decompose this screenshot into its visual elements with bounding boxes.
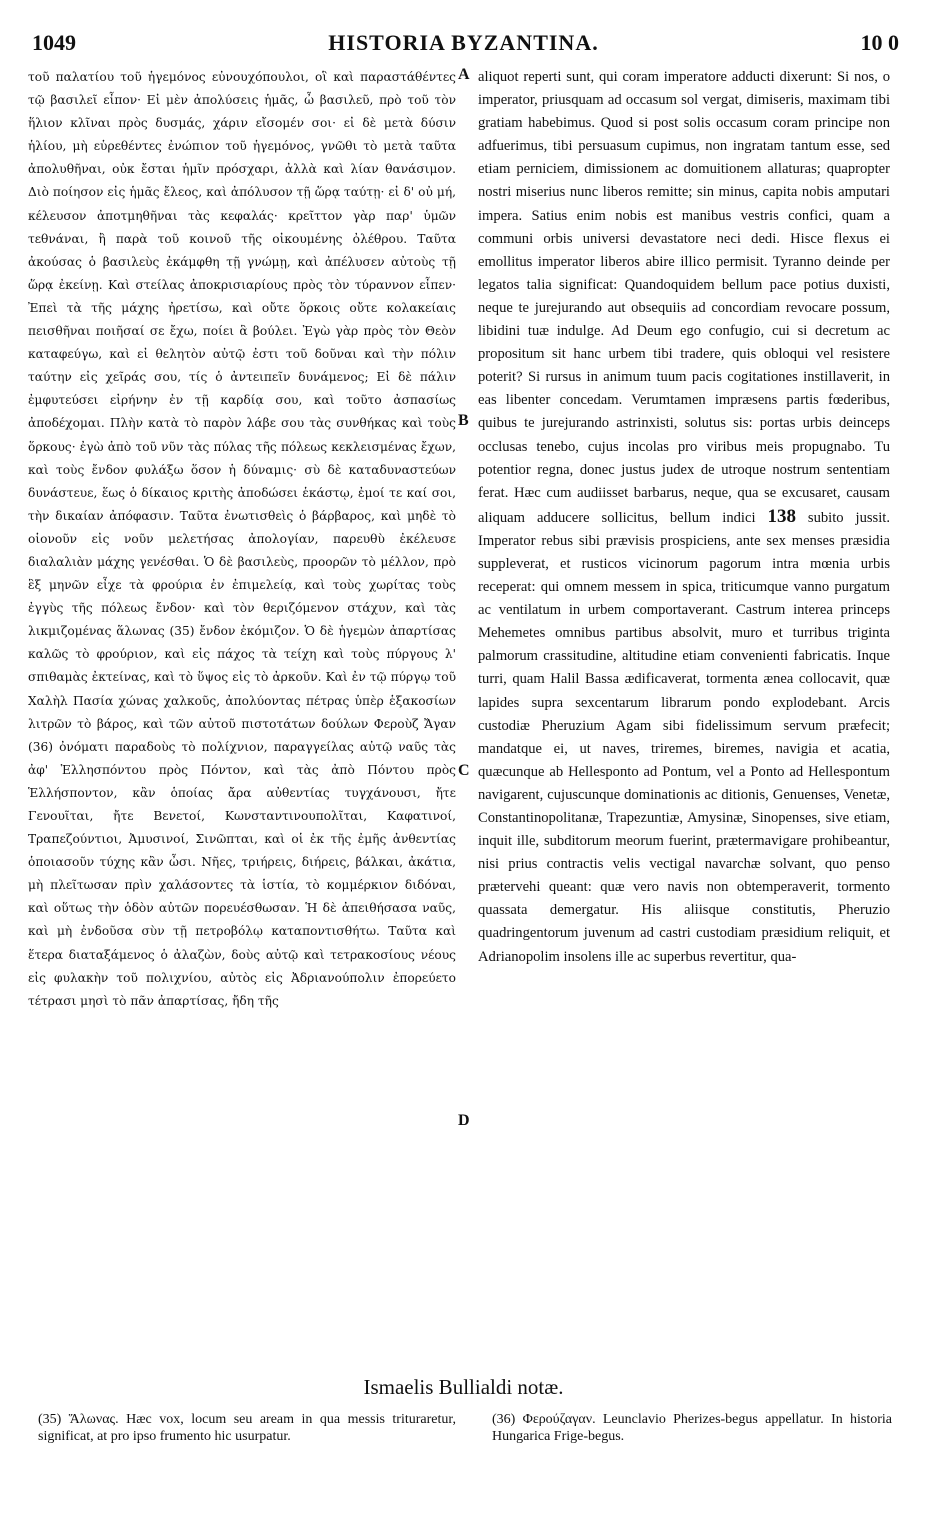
greek-column [28,66,456,1013]
inline-page-number: 138 [767,505,796,527]
latin-text-part-2: subito jussit. Imperator rebus sibi prævisis prospiciens, ante sex menses præsidia suppleverat, et rusticos vicinorum pagorum intra mœnia urbis receperat: qui omnem messem in spica, triticumque vanno purgatum ac ventilatum in urbem comportaverant. Castrum interea princeps Mehemetes omnibus partibus absolvit, muro et turribus triginta palmorum crassitudine, altitudine etiam convenienti fabricatis. Inque turri, quam Halil Bassa ædificaverat, tormenta ænea collocavit, quæ lapides supra sexcentarum librarum pondo explodebant. Arcis custodiæ Pheruzium Agam sibi fidelissimum servum præfecit; mandatque ei, ut naves, triremes, biremes, navigia et acatia, quæcunque ab Hellesponto ad Pontum, vel a Ponto ad Hellespontum navigarent, cujuscunque dominationis ac ditionis, Genuenses, Venetæ, Constantinopolitanæ, Trapezuntiæ, Amysinæ, Sinopenses, sive etiam, inquit ille, subditorum meorum fuerint, prætermavigare prohibeantur, nisi prius contractis velis vectigal navarchæ solvant, quo penso prætervehi queant: quæ vero navis non obtemperaverit, tormento quassata demergatur. His aliisque constitutis, Pheruzio quadringentorum juvenum ad castri custodiam præsidium reliquit, et Adrianopolim insolens ille ac superbus revertitur, qua- [478,509,890,965]
latin-column [478,66,890,969]
running-header [22,30,905,62]
page-number-right: 10 0 [860,30,899,55]
margin-letter-a: A [458,66,470,83]
notes-heading: Ismaelis Bullialdi notæ. [363,1375,564,1399]
margin-letter-c: C [458,762,470,779]
page-number-left: 1049 [32,30,76,55]
margin-letter-b: B [458,412,469,429]
latin-text [478,66,890,969]
latin-text-part-1: aliquot reperti sunt, qui coram imperatore adducti dixerunt: Si nos, o imperator, priusquam ad occasum sol vergat, dimiseris, maximam tibi gratiam habebimus. Quod si post solis occasum coram principe non adfuerimus, tibi persuasum cupimus, non ingratam tantum esse, sed etiam perniciem, dimissionem ac domuitionem allaturas; quapropter nostri miserius nunc liberos remitte; sin minus, capita nobis amputari impera. Satius enim nobis est manibus vestris confici, quam a communi orbis universi devastatore neci dedi. Hisce flexus ei emollitus imperator liberos abire illico permisit. Tyranno deinde per legatos talia significat: Quandoquidem bellum pace potius duxisti, neque te jurejurando aut obsequiis ad concordiam revocare possum, libidini tuæ indulge. Ad Deum ego confugio, cui si decretum ac propositum sit hanc urbem tibi tradere, quis obloqui vel resistere poterit? Si rursus in animum tuum pacis cogitationes instillaverit, in eas libenter concedam. Verumtamen impræsens partis fœderibus, quibus te jurejurando astrinxisti, solutus sis: portas urbis deinceps occlusas tenebo, cujus incolas pro viribus meis propugnabo. Tu potentior regna, donec justus judex de utroque nostrum sententiam ferat. Hæc cum audiisset barbarus, neque, qua se excusaret, causam aliquam adducere sollicitus, bellum indici [478,69,890,526]
greek-text: τοῦ παλατίου τοῦ ἡγεμόνος εὐνουχόπουλοι, οἳ καὶ παραστάθέντες τῷ βασιλεῖ εἶπον· Εἰ μὲν ἀπολύσεις ἡμᾶς, ὦ βασιλεῦ, πρὸ τοῦ τὸν ἥλιον κλῖναι πρὸς δυσμάς, χάριν εἴσομέν σοι· εἰ δὲ μετὰ δύσιν ἡλίου, μὴ εὑρεθέντες ἐνώπιον τοῦ ἡγεμόνος, γνῶθι τὸ μετὰ ταῦτα ἀπολυθῆναι, οὐκ ἔσται ἡμῖν πρόσχαρι, ἀλλὰ καὶ λίαν θανάσιμον. Διὸ ποίησον εἰς ἡμᾶς ἔλεος, καὶ ἀπόλυσον τῇ ὥρᾳ ταύτῃ· εἰ δ' οὐ μή, κέλευσον ἀποτμηθῆναι τὰς κεφαλάς· κρεῖττον γὰρ παρ' ὑμῶν τεθνάναι, ἢ παρὰ τοῦ κοινοῦ τῆς οἰκουμένης ὀλέθρου. Ταῦτα ἀκούσας ὁ βασιλεὺς ἐκάμφθη τῇ γνώμῃ, καὶ ἀπέλυσεν αὐτοὺς τῇ ὥρᾳ ἐκείνῃ. Καὶ στείλας ἀποκρισιαρίους πρὸς τὸν τύραννον εἶπεν· Ἐπεὶ τὰ τῆς μάχης ἠρετίσω, καὶ οὔτε ὅρκοις οὔτε κολακείαις πεισθῆναι ποιῆσαί σε ἔχω, ποίει ἃ βούλει. Ἐγὼ γὰρ πρὸς τὸν Θεὸν καταφεύγω, καὶ εἰ θελητὸν αὐτῷ ἐστι τοῦ δοῦναι καὶ τὴν πόλιν ταύτην εἰς χεῖράς σου, τίς ὁ ἀντειπεῖν δυνάμενος; Εἰ δὲ πάλιν ἐμφυτεύσει εἰρήνην ἐν τῇ καρδίᾳ σου, καὶ τοῦτο ἀσπασίως ἀποδέχομαι. Πλὴν κατὰ τὸ παρὸν λάβε σου τὰς συνθήκας καὶ τοὺς ὅρκους· ἐγὼ ἀπὸ τοῦ νῦν τὰς πύλας τῆς πόλεως κεκλεισμένας ἔχων, καὶ τοὺς ἔνδον φυλάξω ὅσον ἡ δύναμις· σὺ δὲ καταδυναστεύων δυνάστευε, ἕως ὁ δίκαιος κριτὴς ἀποδώσει ἑκάστῳ, ἐμοί τε καί σοι, τὴν δικαίαν ἀπόφασιν. Ταῦτα ἐνωτισθεὶς ὁ βάρβαρος, καὶ μηδὲ τὸ οἱονοῦν εἰς νοῦν μελετήσας ἀπολογίαν, παρευθὺ ἐκέλευσε διαλαλιὰν μάχης γενέσθαι. Ὁ δὲ βασιλεὺς, προορῶν τὸ μέλλον, πρὸ ἓξ μηνῶν εἶχε τὰ φρούρια ἐν ἐπιμελείᾳ, καὶ τοὺς χωρίτας τοὺς ἐγγὺς τῆς πόλεως ἔνδον· καὶ τὸν θεριζόμενον στάχυν, καὶ τὰς λικμιζομένας ἅλωνας (35) ἔνδον ἐκόμιζον. Ὁ δὲ ἡγεμὼν ἀπαρτίσας καλῶς τὸ φρούριον, καὶ εἰς πάχος τὰ τείχη καὶ τοὺς πύργους λ' σπιθαμὰς ἐκτείνας, καὶ τὸ ὕψος εἰς τὸ ἀρκοῦν. Καὶ ἐν τῷ πύργῳ τοῦ Χαλὴλ Πασία χώνας χαλκοῦς, ἀπολύοντας πέτρας ὑπὲρ ἑξακοσίων λιτρῶν τὸ βάρος, καὶ τῶν αὐτοῦ πιστοτάτων δούλων Φεροὺζ Ἄγαν (36) ὀνόματι παραδοὺς τὸ πολίχνιον, παραγγείλας αὐτῷ ναῦς τὰς ἀφ' Ἑλλησπόντου πρὸς Πόντον, καὶ τὰς ἀπὸ Πόντου πρὸς Ἑλλήσποντον, κἂν ὁποίας ἄρα αὐθεντίας τυγχάνουσι, ἤτε Γενουῖται, ἤτε Βενετοί, Κωνσταντινουπολῖται, Καφατινοί, Τραπεζούντιοι, Ἀμυσινοί, Σινῶπται, καὶ οἱ ἐκ τῆς ἐμῆς ἀνθεντίας ὁποιασοῦν τύχης κἂν ὦσι. Νῆες, τριήρεις, διήρεις, βάλκαι, ἀκάτια, μὴ πλεῖτωσαν πρὶν χαλάσοντες τὰ ἱστία, τὸ κομμέρκιον διδόναι, καὶ οὕτως τὴν ὁδὸν αὐτῶν πορευέσθωσαν. Ἡ δὲ ἀπειθήσασα ναῦς, καὶ μὴ ἐνδοῦσα σὺν τῇ πετροβόλῳ καταποντισθήτω. Ταῦτα καὶ ἕτερα διαταξάμενος ὁ ἀλαζὼν, δοὺς αὐτῷ καὶ τετρακοσίους νέους εἰς φυλακὴν τοῦ πολιχνίου, αὐτὸς εἰς Ἀδριανούπολιν ἐπορεύετο τέτρασι μησὶ τὸ πᾶν ἀπαρτίσας, ἤδη τῆς [28,70,456,1008]
footnote-36: (36) Φερούζαγαν. Leunclavio Pherizes-begus appellatur. In historia Hungarica Frige-begus. [492,1412,892,1444]
margin-letter-d: D [458,1112,470,1129]
footnote-35: (35) Ἅλωνας. Hæc vox, locum seu aream in qua messis trituraretur, significat, at pro ipso frumento hic usurpatur. [38,1412,456,1444]
running-title: HISTORIA BYZANTINA. [328,30,599,55]
